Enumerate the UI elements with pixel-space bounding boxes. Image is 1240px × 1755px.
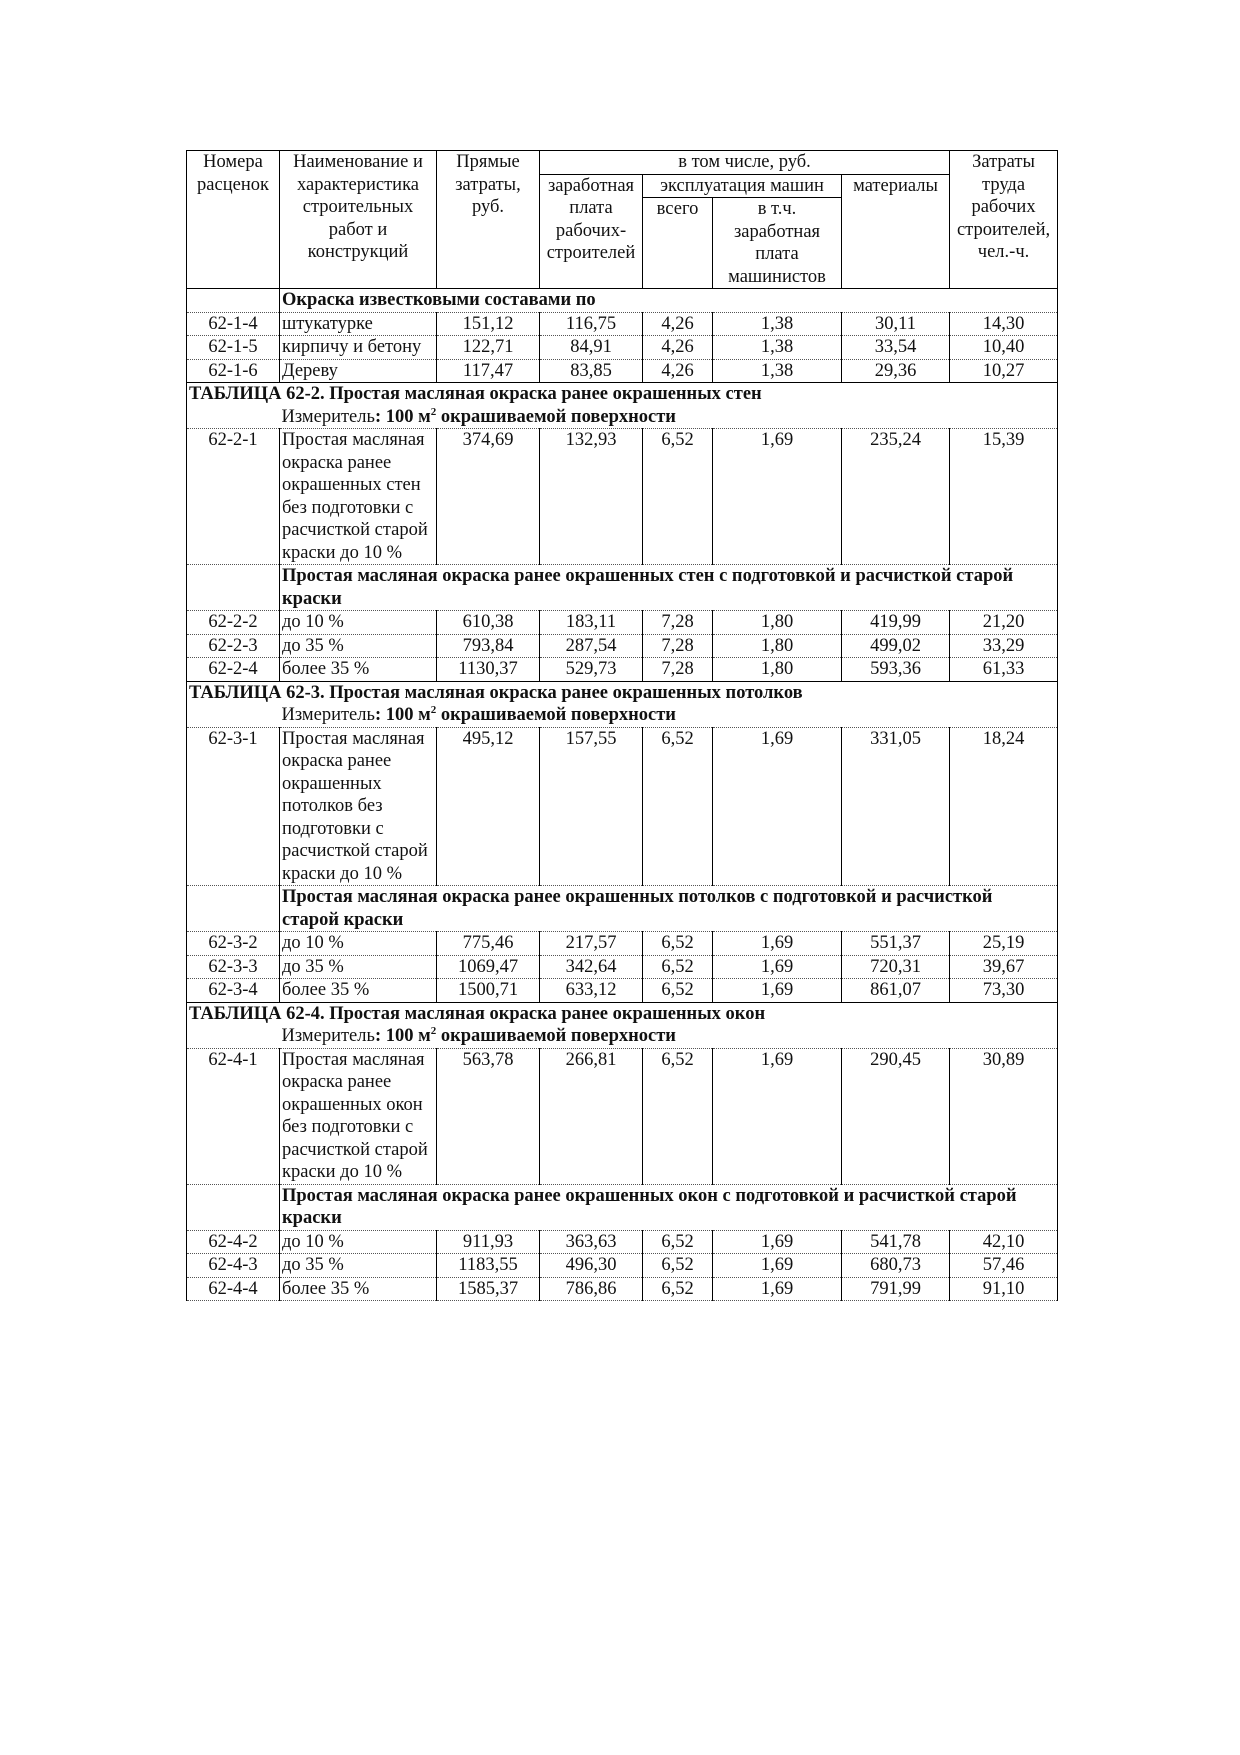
- header-machines-total: всего: [643, 198, 713, 289]
- table-title: ТАБЛИЦА 62-3. Простая масляная окраска ранее окрашенных потолков: [187, 681, 1058, 704]
- materials-cost: 331,05: [842, 727, 950, 886]
- table-title: ТАБЛИЦА 62-4. Простая масляная окраска ранее окрашенных окон: [187, 1002, 1058, 1025]
- direct-cost: 1183,55: [437, 1254, 540, 1278]
- table-row: [187, 658, 1058, 682]
- work-name: Простая масляная окраска ранее окрашенных потолков без подготовки с расчисткой старой краски до 10 %: [280, 727, 437, 886]
- materials-cost: 290,45: [842, 1048, 950, 1184]
- materials-cost: 593,36: [842, 658, 950, 682]
- table-row: [187, 429, 1058, 565]
- machines-total: 4,26: [643, 336, 713, 360]
- worker-wage: 157,55: [540, 727, 643, 886]
- machinist-wage: 1,80: [713, 658, 842, 682]
- rate-code: 62-2-2: [187, 611, 280, 635]
- labor-hours: 10,40: [950, 336, 1058, 360]
- measure-row: [187, 704, 1058, 727]
- header-machines: эксплуатация машин: [643, 174, 842, 198]
- machinist-wage: 1,69: [713, 955, 842, 979]
- direct-cost: 374,69: [437, 429, 540, 565]
- rate-code: 62-3-1: [187, 727, 280, 886]
- work-name: более 35 %: [280, 658, 437, 682]
- worker-wage: 287,54: [540, 634, 643, 658]
- table-row: [187, 1254, 1058, 1278]
- worker-wage: 217,57: [540, 932, 643, 956]
- measure-exponent: 2: [430, 1024, 437, 1037]
- worker-wage: 786,86: [540, 1277, 643, 1301]
- work-name: до 10 %: [280, 932, 437, 956]
- table-row: [187, 634, 1058, 658]
- rate-code: 62-3-4: [187, 979, 280, 1003]
- machinist-wage: 1,80: [713, 611, 842, 635]
- table-row: [187, 1277, 1058, 1301]
- direct-cost: 122,71: [437, 336, 540, 360]
- table-row: [187, 1230, 1058, 1254]
- measure-amount: : 100 м: [374, 1026, 431, 1046]
- table-title-row: [187, 681, 1058, 704]
- table-row: [187, 312, 1058, 336]
- table-row: [187, 359, 1058, 383]
- header-name: Наименование и характеристика строительных работ и конструкций: [280, 151, 437, 289]
- labor-hours: 33,29: [950, 634, 1058, 658]
- machinist-wage: 1,38: [713, 336, 842, 360]
- header-direct: Прямые затраты, руб.: [437, 151, 540, 289]
- worker-wage: 342,64: [540, 955, 643, 979]
- measure-unit: [280, 406, 1058, 429]
- rate-code: 62-1-6: [187, 359, 280, 383]
- rate-code: 62-1-5: [187, 336, 280, 360]
- work-name: более 35 %: [280, 1277, 437, 1301]
- machines-total: 6,52: [643, 979, 713, 1003]
- work-name: Простая масляная окраска ранее окрашенных стен без подготовки с расчисткой старой краски до 10 %: [280, 429, 437, 565]
- group-subtitle-row: [187, 1184, 1058, 1230]
- measure-label: Измеритель: [281, 705, 375, 725]
- direct-cost: 495,12: [437, 727, 540, 886]
- direct-cost: 1130,37: [437, 658, 540, 682]
- materials-cost: 33,54: [842, 336, 950, 360]
- measure-unit: [280, 704, 1058, 727]
- machinist-wage: 1,69: [713, 1277, 842, 1301]
- direct-cost: 1069,47: [437, 955, 540, 979]
- materials-cost: 29,36: [842, 359, 950, 383]
- rate-code: 62-3-3: [187, 955, 280, 979]
- machinist-wage: 1,69: [713, 932, 842, 956]
- direct-cost: 775,46: [437, 932, 540, 956]
- direct-cost: 911,93: [437, 1230, 540, 1254]
- materials-cost: 680,73: [842, 1254, 950, 1278]
- labor-hours: 18,24: [950, 727, 1058, 886]
- measure-spacer: [187, 1025, 280, 1048]
- work-name: до 35 %: [280, 634, 437, 658]
- machines-total: 7,28: [643, 611, 713, 635]
- labor-hours: 15,39: [950, 429, 1058, 565]
- subtitle-spacer: [187, 886, 280, 932]
- labor-hours: 14,30: [950, 312, 1058, 336]
- materials-cost: 499,02: [842, 634, 950, 658]
- direct-cost: 563,78: [437, 1048, 540, 1184]
- measure-value: [375, 1026, 676, 1046]
- materials-cost: 235,24: [842, 429, 950, 565]
- group-subtitle-row: [187, 886, 1058, 932]
- rate-code: 62-4-4: [187, 1277, 280, 1301]
- rates-table: [186, 150, 1058, 1301]
- direct-cost: 117,47: [437, 359, 540, 383]
- group-subtitle: Простая масляная окраска ранее окрашенных окон с подготовкой и расчисткой старой краски: [280, 1184, 1058, 1230]
- rate-code: 62-3-2: [187, 932, 280, 956]
- header-including: в том числе, руб.: [540, 151, 950, 175]
- measure-object: окрашиваемой поверхности: [436, 1026, 676, 1046]
- labor-hours: 39,67: [950, 955, 1058, 979]
- table-row: [187, 979, 1058, 1003]
- machines-total: 6,52: [643, 1230, 713, 1254]
- group-subtitle-row: [187, 565, 1058, 611]
- measure-label: Измеритель: [281, 1026, 375, 1046]
- table-title-row: [187, 383, 1058, 406]
- table-title-row: [187, 1002, 1058, 1025]
- group-subtitle: Простая масляная окраска ранее окрашенных стен с подготовкой и расчисткой старой краски: [280, 565, 1058, 611]
- labor-hours: 42,10: [950, 1230, 1058, 1254]
- labor-hours: 73,30: [950, 979, 1058, 1003]
- worker-wage: 496,30: [540, 1254, 643, 1278]
- table-header: [187, 151, 1058, 289]
- rate-code: 62-4-2: [187, 1230, 280, 1254]
- machinist-wage: 1,69: [713, 1048, 842, 1184]
- materials-cost: 551,37: [842, 932, 950, 956]
- measure-value: [375, 407, 676, 427]
- table-row: [187, 611, 1058, 635]
- rate-code: 62-2-3: [187, 634, 280, 658]
- labor-hours: 21,20: [950, 611, 1058, 635]
- work-name: кирпичу и бетону: [280, 336, 437, 360]
- rate-code: 62-4-3: [187, 1254, 280, 1278]
- table-body: [187, 289, 1058, 1301]
- header-wage: заработная плата рабочих-строителей: [540, 174, 643, 289]
- table-row: [187, 1048, 1058, 1184]
- materials-cost: 541,78: [842, 1230, 950, 1254]
- machines-total: 7,28: [643, 658, 713, 682]
- rate-code: 62-2-4: [187, 658, 280, 682]
- machinist-wage: 1,38: [713, 312, 842, 336]
- materials-cost: 861,07: [842, 979, 950, 1003]
- measure-exponent: 2: [430, 405, 437, 418]
- labor-hours: 61,33: [950, 658, 1058, 682]
- worker-wage: 183,11: [540, 611, 643, 635]
- price-table-sheet: [186, 150, 1057, 1301]
- machinist-wage: 1,69: [713, 429, 842, 565]
- direct-cost: 1500,71: [437, 979, 540, 1003]
- measure-amount: : 100 м: [374, 705, 431, 725]
- measure-spacer: [187, 406, 280, 429]
- machinist-wage: 1,69: [713, 727, 842, 886]
- work-name: более 35 %: [280, 979, 437, 1003]
- rate-code: 62-4-1: [187, 1048, 280, 1184]
- worker-wage: 363,63: [540, 1230, 643, 1254]
- machines-total: 4,26: [643, 359, 713, 383]
- materials-cost: 791,99: [842, 1277, 950, 1301]
- machines-total: 6,52: [643, 955, 713, 979]
- group-subtitle-row: [187, 289, 1058, 313]
- worker-wage: 266,81: [540, 1048, 643, 1184]
- worker-wage: 132,93: [540, 429, 643, 565]
- machinist-wage: 1,80: [713, 634, 842, 658]
- work-name: Дереву: [280, 359, 437, 383]
- measure-exponent: 2: [430, 703, 437, 716]
- labor-hours: 10,27: [950, 359, 1058, 383]
- direct-cost: 793,84: [437, 634, 540, 658]
- measure-object: окрашиваемой поверхности: [436, 705, 676, 725]
- measure-label: Измеритель: [281, 406, 375, 427]
- measure-object: окрашиваемой поверхности: [436, 406, 676, 427]
- labor-hours: 25,19: [950, 932, 1058, 956]
- direct-cost: 151,12: [437, 312, 540, 336]
- measure-spacer: [187, 704, 280, 727]
- work-name: до 35 %: [280, 1254, 437, 1278]
- measure-row: [187, 406, 1058, 429]
- worker-wage: 84,91: [540, 336, 643, 360]
- rate-code: 62-1-4: [187, 312, 280, 336]
- header-code: Номера расценок: [187, 151, 280, 289]
- materials-cost: 30,11: [842, 312, 950, 336]
- machinist-wage: 1,69: [713, 1230, 842, 1254]
- machinist-wage: 1,69: [713, 979, 842, 1003]
- header-labor: Затраты труда рабочих строителей, чел.-ч.: [950, 151, 1058, 289]
- direct-cost: 610,38: [437, 611, 540, 635]
- worker-wage: 116,75: [540, 312, 643, 336]
- labor-hours: 30,89: [950, 1048, 1058, 1184]
- work-name: штукатурке: [280, 312, 437, 336]
- work-name: до 10 %: [280, 611, 437, 635]
- machines-total: 4,26: [643, 312, 713, 336]
- table-row: [187, 727, 1058, 886]
- work-name: Простая масляная окраска ранее окрашенных окон без подготовки с расчисткой старой краски до 10 %: [280, 1048, 437, 1184]
- direct-cost: 1585,37: [437, 1277, 540, 1301]
- work-name: до 10 %: [280, 1230, 437, 1254]
- group-subtitle: Простая масляная окраска ранее окрашенных потолков с подготовкой и расчисткой старой краски: [280, 886, 1058, 932]
- table-title: ТАБЛИЦА 62-2. Простая масляная окраска ранее окрашенных стен: [187, 383, 1058, 406]
- machines-total: 7,28: [643, 634, 713, 658]
- measure-value: [375, 705, 676, 725]
- measure-row: [187, 1025, 1058, 1048]
- machines-total: 6,52: [643, 1048, 713, 1184]
- machinist-wage: 1,38: [713, 359, 842, 383]
- subtitle-spacer: [187, 1184, 280, 1230]
- worker-wage: 529,73: [540, 658, 643, 682]
- header-machinist-wage: в т.ч. заработная плата машинистов: [713, 198, 842, 289]
- worker-wage: 83,85: [540, 359, 643, 383]
- materials-cost: 720,31: [842, 955, 950, 979]
- machines-total: 6,52: [643, 1277, 713, 1301]
- materials-cost: 419,99: [842, 611, 950, 635]
- labor-hours: 57,46: [950, 1254, 1058, 1278]
- table-row: [187, 932, 1058, 956]
- machines-total: 6,52: [643, 727, 713, 886]
- measure-unit: [280, 1025, 1058, 1048]
- work-name: до 35 %: [280, 955, 437, 979]
- header-materials: материалы: [842, 174, 950, 289]
- subtitle-spacer: [187, 565, 280, 611]
- machines-total: 6,52: [643, 429, 713, 565]
- table-row: [187, 955, 1058, 979]
- table-row: [187, 336, 1058, 360]
- worker-wage: 633,12: [540, 979, 643, 1003]
- measure-amount: : 100 м: [374, 406, 431, 427]
- machines-total: 6,52: [643, 932, 713, 956]
- labor-hours: 91,10: [950, 1277, 1058, 1301]
- rate-code: 62-2-1: [187, 429, 280, 565]
- machines-total: 6,52: [643, 1254, 713, 1278]
- machinist-wage: 1,69: [713, 1254, 842, 1278]
- group-subtitle: Окраска известковыми составами по: [280, 289, 1058, 313]
- subtitle-spacer: [187, 289, 280, 313]
